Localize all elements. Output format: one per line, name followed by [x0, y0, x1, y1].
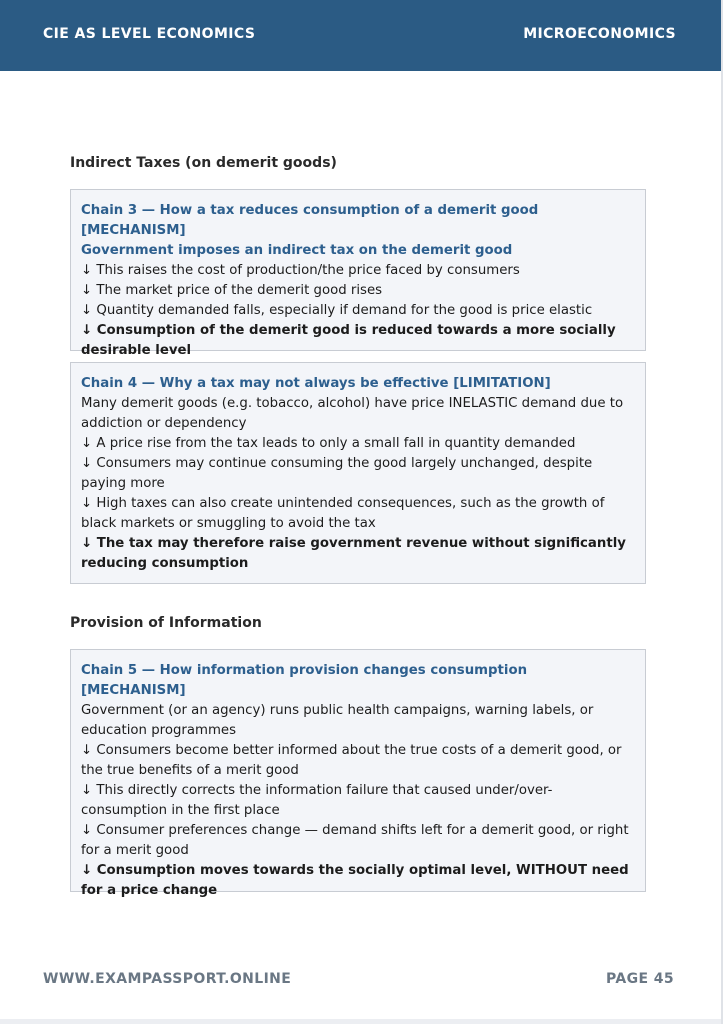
- header-topic-title: MICROECONOMICS: [523, 26, 676, 42]
- footer-website-link[interactable]: WWW.EXAMPASSPORT.ONLINE: [43, 971, 292, 987]
- chain-step: ↓ This directly corrects the information failure that caused under/over-consumption in the first place: [81, 783, 553, 818]
- chain-conclusion: ↓ Consumption moves towards the socially optimal level, WITHOUT need for a price change: [81, 863, 629, 898]
- header-course-title: CIE AS LEVEL ECONOMICS: [43, 26, 256, 42]
- page-header: [0, 0, 721, 71]
- chain-step: ↓ High taxes can also create unintended consequences, such as the growth of black markets or smuggling to avoid the tax: [81, 496, 605, 531]
- section-heading-provision-of-information: Provision of Information: [70, 615, 262, 631]
- chain-conclusion: ↓ The tax may therefore raise government revenue without significantly reducing consumption: [81, 536, 626, 571]
- chain-box-4: [70, 362, 646, 584]
- chain-box-5: [70, 649, 646, 898]
- chain-step: ↓ Consumer preferences change — demand shifts left for a demerit good, or right for a merit good: [81, 823, 629, 858]
- chain-box-3: [70, 189, 646, 358]
- chain-step: ↓ A price rise from the tax leads to only a small fall in quantity demanded: [81, 436, 576, 451]
- chain-title: Chain 3 — How a tax reduces consumption of a demerit good [MECHANISM]: [81, 203, 539, 238]
- chain-title: Chain 4 — Why a tax may not always be effective [LIMITATION]: [81, 376, 551, 391]
- chain-step: ↓ This raises the cost of production/the price faced by consumers: [81, 263, 520, 278]
- chain-step: ↓ Consumers may continue consuming the good largely unchanged, despite paying more: [81, 456, 593, 491]
- chain-step: ↓ Consumers become better informed about the true costs of a demerit good, or the true benefits of a merit good: [81, 743, 622, 778]
- chain-title: Chain 5 — How information provision changes consumption [MECHANISM]: [81, 663, 528, 698]
- chain-step: ↓ Quantity demanded falls, especially if demand for the good is price elastic: [81, 303, 593, 318]
- chain-step: ↓ The market price of the demerit good rises: [81, 283, 383, 298]
- chain-step: Many demerit goods (e.g. tobacco, alcohol) have price INELASTIC demand due to addiction or dependency: [81, 396, 624, 431]
- footer-page-number: PAGE 45: [605, 971, 674, 987]
- chain-conclusion: ↓ Consumption of the demerit good is reduced towards a more socially desirable level: [81, 323, 616, 358]
- chain-subtitle: Government imposes an indirect tax on the demerit good: [81, 243, 513, 258]
- chain-step: Government (or an agency) runs public health campaigns, warning labels, or education programmes: [81, 703, 594, 738]
- section-heading-indirect-taxes: Indirect Taxes (on demerit goods): [70, 155, 337, 171]
